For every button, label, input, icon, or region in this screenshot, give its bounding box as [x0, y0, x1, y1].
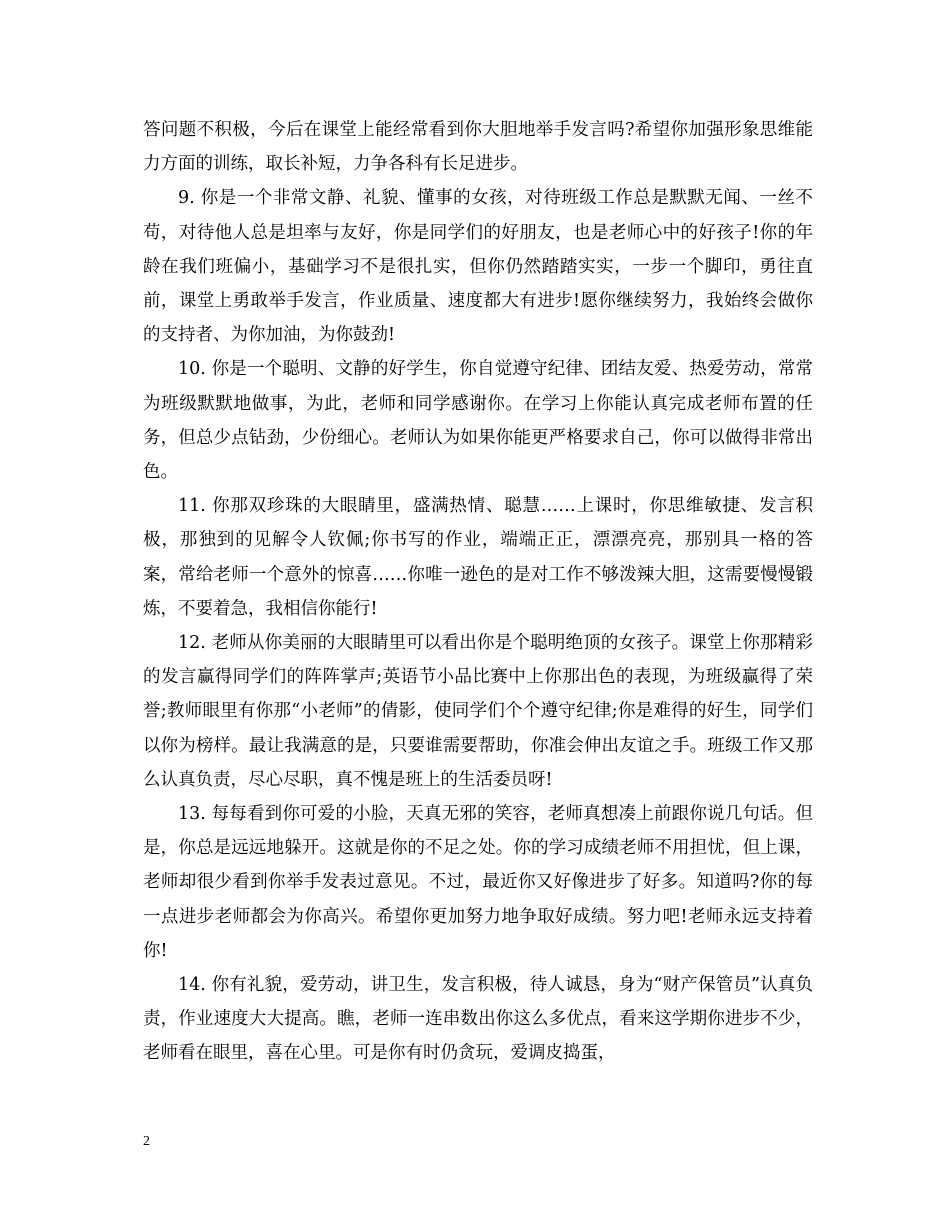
paragraph-comment-11: 11. 你那双珍珠的大眼睛里，盛满热情、聪慧……上课时，你思维敏捷、发言积极，那独到的见解令人钦佩;你书写的作业，端端正正，漂漂亮亮，那别具一格的答案，常给老师一个意外的惊喜……你唯一逊色的是对工作不够泼辣大胆，这需要慢慢锻炼，不要着急，我相信你能行!	[143, 496, 813, 619]
paragraph-comment-9: 9. 你是一个非常文静、礼貌、懂事的女孩，对待班级工作总是默默无闻、一丝不苟，对待他人总是坦率与友好，你是同学们的好朋友，也是老师心中的好孩子!你的年龄在我们班偏小，基础学习不是很扎实，但你仍然踏踏实实，一步一个脚印，勇往直前，课堂上勇敢举手发言，作业质量、速度都大有进步!愿你继续努力，我始终会做你的支持者、为你加油，为你鼓劲!	[143, 188, 813, 346]
paragraph-comment-14: 14. 你有礼貌，爱劳动，讲卫生，发言积极，待人诚恳，身为“财产保管员”认真负责，作业速度大大提高。瞧，老师一连串数出你这么多优点，看来这学期你进步不少，老师看在眼里，喜在心里。可是你有时仍贪玩，爱调皮捣蛋，	[143, 975, 813, 1064]
document-body	[143, 113, 813, 1071]
paragraph-comment-13: 13. 每每看到你可爱的小脸，天真无邪的笑容，老师真想凑上前跟你说几句话。但是，你总是远远地躲开。这就是你的不足之处。你的学习成绩老师不用担忧，但上课，老师却很少看到你举手发表过意见。不过，最近你又好像进步了好多。知道吗?你的每一点进步老师都会为你高兴。希望你更加努力地争取好成绩。努力吧!老师永远支持着你!	[143, 804, 813, 961]
paragraph-comment-10: 10. 你是一个聪明、文静的好学生，你自觉遵守纪律、团结友爱、热爱劳动，常常为班级默默地做事，为此，老师和同学感谢你。在学习上你能认真完成老师布置的任务，但总少点钻劲，少份细心。老师认为如果你能更严格要求自己，你可以做得非常出色。	[143, 359, 813, 483]
paragraph-comment-12: 12. 老师从你美丽的大眼睛里可以看出你是个聪明绝顶的女孩子。课堂上你那精彩的发言赢得同学们的阵阵掌声;英语节小品比赛中上你那出色的表现，为班级赢得了荣誉;教师眼里有你那“小老师”的倩影，使同学们个个遵守纪律;你是难得的好生，同学们以你为榜样。最让我满意的是，只要谁需要帮助，你准会伸出友谊之手。班级工作又那么认真负责，尽心尽职，真不愧是班上的生活委员呀!	[143, 633, 813, 790]
paragraph-continued: 答问题不积极，今后在课堂上能经常看到你大胆地举手发言吗?希望你加强形象思维能力方面的训练，取长补短，力争各科有长足进步。	[143, 120, 813, 175]
page-number: 2	[143, 1134, 150, 1149]
